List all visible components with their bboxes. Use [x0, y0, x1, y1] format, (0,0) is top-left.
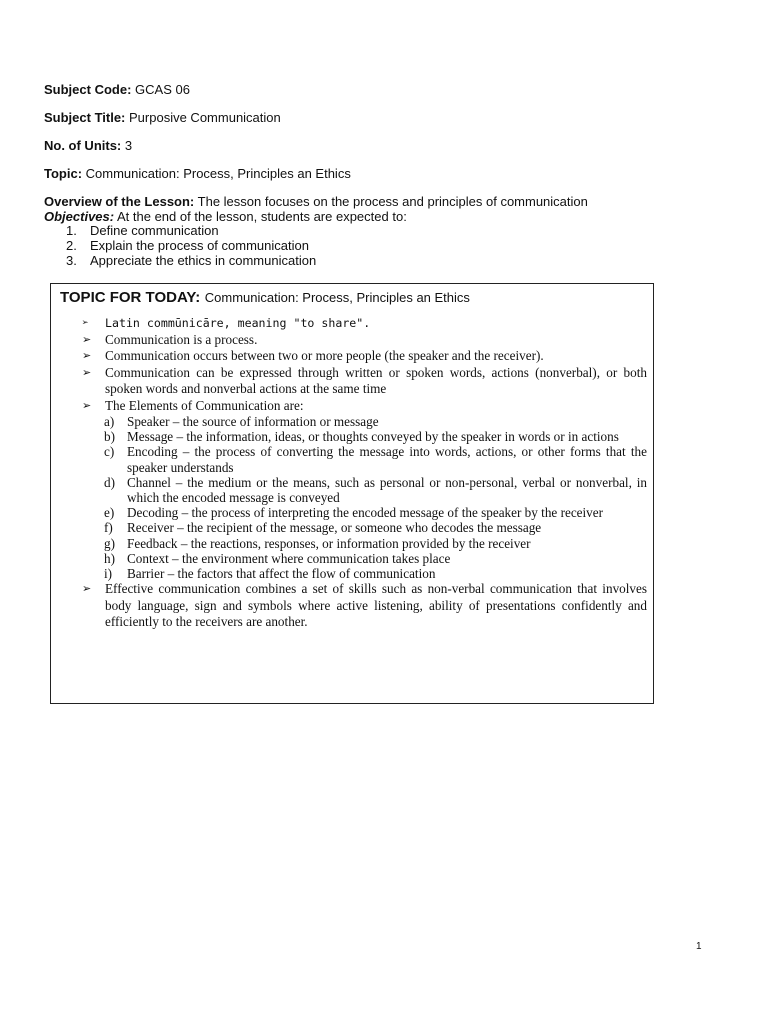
objective-item: 1. Define communication	[66, 223, 219, 238]
page-number: 1	[696, 941, 702, 952]
subject-code-value: GCAS 06	[135, 82, 190, 97]
element-item: f) Receiver – the recipient of the message, or someone who decodes the message	[104, 520, 542, 536]
topic-box-title: Communication: Process, Principles an Ethics	[204, 290, 470, 305]
objectives-list	[66, 223, 316, 268]
topic-bullets	[82, 315, 647, 631]
topic-box-heading	[60, 289, 470, 307]
element-item: e) Decoding – the process of interpreting the encoded message of the speaker by the receiver	[104, 505, 604, 521]
units-label: No. of Units:	[44, 138, 122, 153]
bullet-item: ➢ Latin commūnicāre, meaning "to share".	[82, 316, 371, 330]
objectives-line	[44, 209, 407, 224]
arrowhead-bullet-icon: ➢	[82, 316, 89, 329]
elements-list	[82, 414, 647, 581]
subject-title-line	[44, 110, 281, 125]
element-item: b) Message – the information, ideas, or thoughts conveyed by the speaker in words or in actions	[104, 429, 619, 445]
subject-title-label: Subject Title:	[44, 110, 126, 125]
units-line	[44, 138, 132, 153]
overview-text: The lesson focuses on the process and principles of communication	[197, 194, 588, 209]
overview-line	[44, 194, 588, 209]
objectives-label: Objectives:	[44, 209, 115, 224]
element-item: h) Context – the environment where communication takes place	[104, 550, 451, 566]
topic-line	[44, 166, 351, 181]
topic-value: Communication: Process, Principles an Ethics	[85, 166, 351, 181]
bullet-item: ➢ Communication is a process.	[82, 331, 258, 347]
subject-code-line	[44, 82, 190, 97]
subject-title-value: Purposive Communication	[129, 110, 281, 125]
overview-label: Overview of the Lesson:	[44, 194, 195, 209]
subject-code-label: Subject Code:	[44, 82, 132, 97]
objectives-intro: At the end of the lesson, students are expected to:	[117, 209, 407, 224]
element-item: d) Channel – the medium or the means, such as personal or non-personal, verbal or nonverbal, in which the encoded message is conveyed	[104, 474, 647, 506]
element-item: c) Encoding – the process of converting the message into words, actions, or other forms that the speaker understands	[104, 444, 647, 475]
arrowhead-bullet-icon: ➢	[82, 583, 92, 596]
objective-item: 3. Appreciate the ethics in communication	[66, 253, 317, 268]
arrowhead-bullet-icon: ➢	[82, 333, 92, 346]
bullet-item: ➢ The Elements of Communication are:	[82, 397, 304, 413]
element-item: a) Speaker – the source of information or message	[104, 414, 379, 429]
element-item: i) Barrier – the factors that affect the flow of communication	[104, 566, 436, 582]
topic-label: Topic:	[44, 166, 83, 181]
units-value: 3	[124, 138, 133, 153]
element-item: g) Feedback – the reactions, responses, or information provided by the receiver	[104, 535, 531, 551]
topic-box-label: TOPIC FOR TODAY:	[60, 289, 201, 306]
arrowhead-bullet-icon: ➢	[82, 366, 92, 379]
bullet-item: ➢ Communication can be expressed through written or spoken words, actions (nonverbal), or both spoken words and nonverbal actions at the same time	[82, 364, 647, 396]
arrowhead-bullet-icon: ➢	[82, 399, 92, 412]
bullet-item: ➢ Effective communication combines a set of skills such as non-verbal communication that involves body language, sign and symbols where active listening, ability of presentations confidently and efficiently to the receivers are another.	[82, 581, 647, 630]
topic-box	[50, 283, 654, 704]
bullet-item: ➢ Communication occurs between two or more people (the speaker and the receiver).	[82, 348, 544, 363]
arrowhead-bullet-icon: ➢	[82, 350, 92, 362]
objective-item: 2. Explain the process of communication	[66, 238, 309, 253]
